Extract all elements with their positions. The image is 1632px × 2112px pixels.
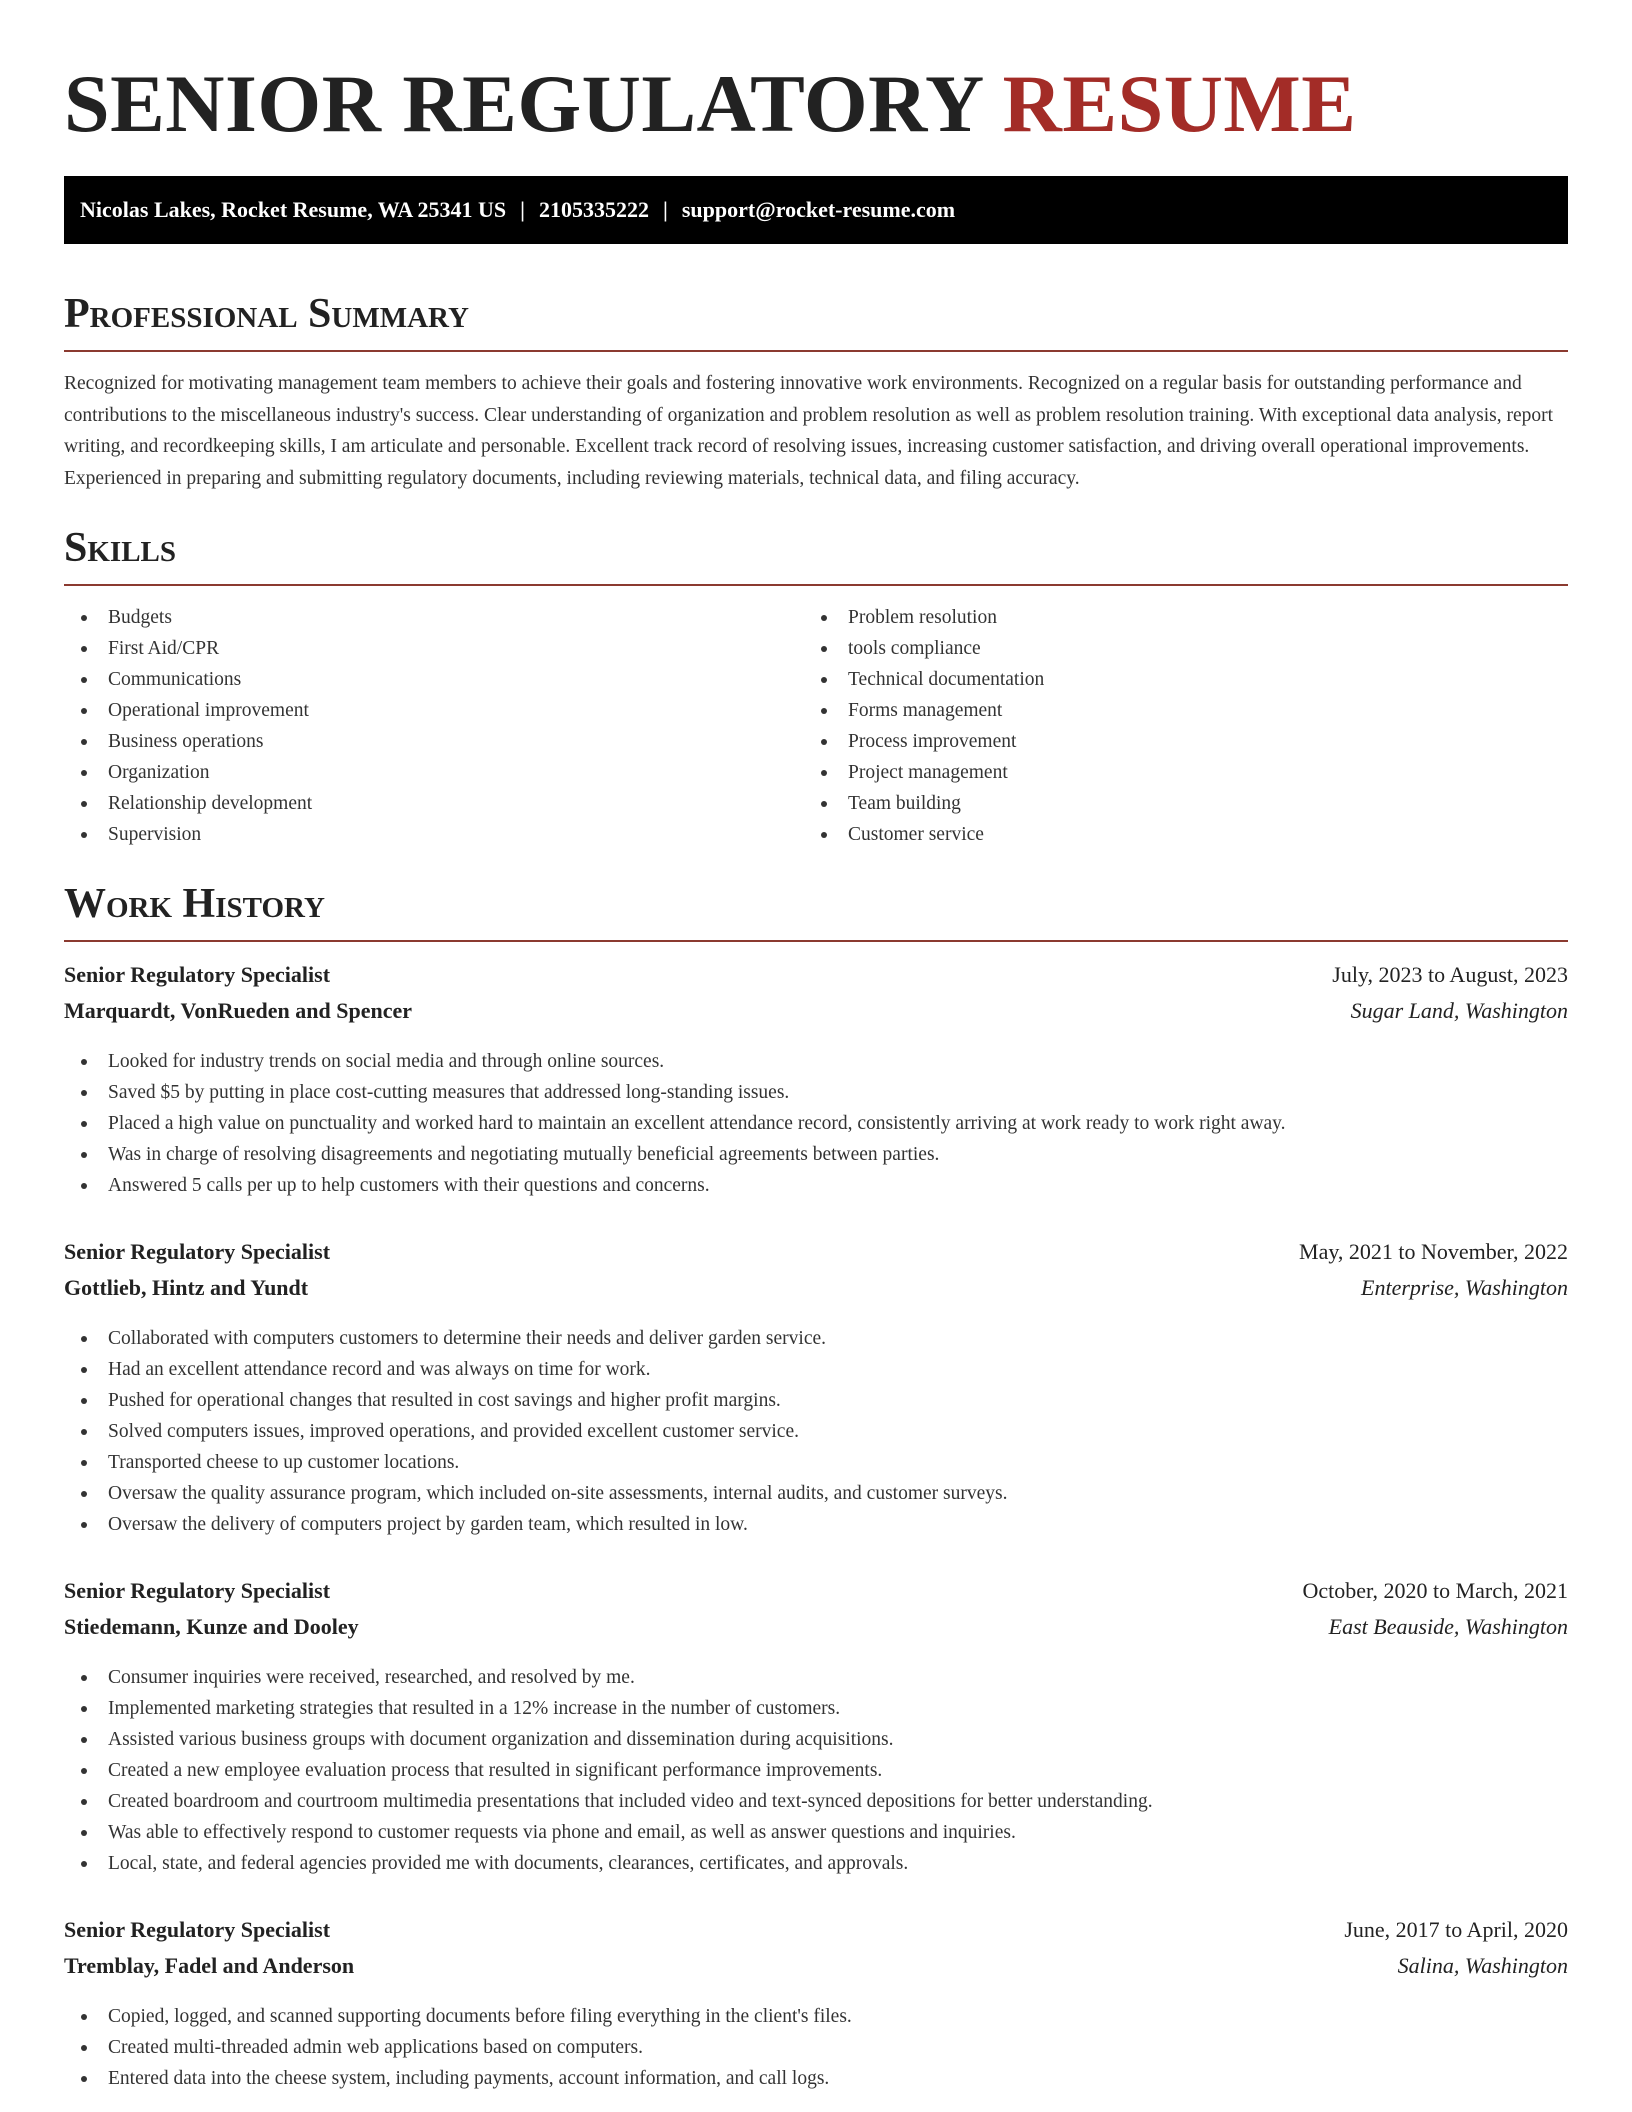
job-company: Marquardt, VonRueden and Spencer (64, 998, 412, 1023)
title-accent: RESUME (1002, 58, 1357, 149)
job-bullet: Was in charge of resolving disagreements and negotiating mutually beneficial agreements between parties. (64, 1139, 1568, 1170)
job-bullet: Collaborated with computers customers to determine their needs and deliver garden service. (64, 1323, 1568, 1354)
job-location: Salina, Washington (1397, 1953, 1568, 1978)
job-bullets (64, 1046, 1568, 1201)
job-entry (64, 1578, 1568, 1879)
contact-bar (64, 176, 1568, 244)
contact-phone: 2105335222 (539, 197, 650, 222)
skill-item: Supervision (64, 819, 804, 850)
job-title: Senior Regulatory Specialist (64, 962, 331, 987)
skills-right-column (804, 602, 1544, 850)
job-company: Gottlieb, Hintz and Yundt (64, 1275, 309, 1300)
job-title: Senior Regulatory Specialist (64, 1578, 331, 1603)
contact-address: Nicolas Lakes, Rocket Resume, WA 25341 US (80, 197, 507, 222)
job-bullet: Copied, logged, and scanned supporting documents before filing everything in the client's files. (64, 2001, 1568, 2032)
job-list (64, 962, 1568, 2094)
job-dates: October, 2020 to March, 2021 (1302, 1578, 1568, 1603)
job-bullet: Oversaw the delivery of computers project by garden team, which resulted in low. (64, 1509, 1568, 1540)
skill-item: Communications (64, 664, 804, 695)
professional-summary-section (64, 290, 1568, 494)
skill-item: Organization (64, 757, 804, 788)
job-bullets (64, 1662, 1568, 1879)
skill-item: Operational improvement (64, 695, 804, 726)
job-bullets (64, 1323, 1568, 1540)
skills-left-column (64, 602, 804, 850)
job-title-row (64, 1578, 1568, 1614)
job-title: Senior Regulatory Specialist (64, 1239, 331, 1264)
title-main: SENIOR REGULATORY (64, 58, 982, 149)
job-location: Enterprise, Washington (1361, 1275, 1568, 1300)
resume-title (64, 58, 1568, 150)
job-title: Senior Regulatory Specialist (64, 1917, 331, 1942)
skill-item: Forms management (804, 695, 1544, 726)
job-bullet: Entered data into the cheese system, including payments, account information, and call logs. (64, 2063, 1568, 2094)
job-company-row (64, 1275, 1568, 1311)
job-bullet: Had an excellent attendance record and was always on time for work. (64, 1354, 1568, 1385)
job-bullet: Transported cheese to up customer locations. (64, 1447, 1568, 1478)
job-bullet: Saved $5 by putting in place cost-cutting measures that addressed long-standing issues. (64, 1077, 1568, 1108)
work-history-heading: Work History (64, 880, 1568, 942)
skills-grid (64, 602, 1568, 850)
job-title-row (64, 962, 1568, 998)
job-entry (64, 1917, 1568, 2094)
job-company-row (64, 1953, 1568, 1989)
job-bullet: Local, state, and federal agencies provided me with documents, clearances, certificates, and approvals. (64, 1848, 1568, 1879)
job-bullet: Pushed for operational changes that resulted in cost savings and higher profit margins. (64, 1385, 1568, 1416)
resume-page (64, 58, 1568, 2094)
job-bullet: Created a new employee evaluation process that resulted in significant performance improvements. (64, 1755, 1568, 1786)
job-dates: May, 2021 to November, 2022 (1299, 1239, 1568, 1264)
job-dates: June, 2017 to April, 2020 (1344, 1917, 1568, 1942)
job-bullet: Assisted various business groups with document organization and dissemination during acquisitions. (64, 1724, 1568, 1755)
job-company: Tremblay, Fadel and Anderson (64, 1953, 355, 1978)
job-title-row (64, 1239, 1568, 1275)
job-company: Stiedemann, Kunze and Dooley (64, 1614, 359, 1639)
job-bullet: Solved computers issues, improved operations, and provided excellent customer service. (64, 1416, 1568, 1447)
job-bullet: Looked for industry trends on social media and through online sources. (64, 1046, 1568, 1077)
skills-section (64, 524, 1568, 850)
contact-separator: | (663, 197, 668, 222)
job-bullet: Oversaw the quality assurance program, which included on-site assessments, internal audits, and customer surveys. (64, 1478, 1568, 1509)
job-bullet: Placed a high value on punctuality and worked hard to maintain an excellent attendance record, consistently arriving at work ready to work right away. (64, 1108, 1568, 1139)
work-history-section (64, 880, 1568, 2094)
job-location: Sugar Land, Washington (1350, 998, 1568, 1023)
job-dates: July, 2023 to August, 2023 (1332, 962, 1568, 987)
job-entry (64, 962, 1568, 1201)
job-title-row (64, 1917, 1568, 1953)
job-bullet: Created boardroom and courtroom multimedia presentations that included video and text-synced depositions for better understanding. (64, 1786, 1568, 1817)
job-company-row (64, 998, 1568, 1034)
skills-heading: Skills (64, 524, 1568, 586)
skill-item: Customer service (804, 819, 1544, 850)
job-bullet: Implemented marketing strategies that resulted in a 12% increase in the number of customers. (64, 1693, 1568, 1724)
skill-item: Technical documentation (804, 664, 1544, 695)
skill-item: Process improvement (804, 726, 1544, 757)
skill-item: Project management (804, 757, 1544, 788)
skill-item: Budgets (64, 602, 804, 633)
skill-item: Problem resolution (804, 602, 1544, 633)
job-location: East Beauside, Washington (1328, 1614, 1568, 1639)
contact-email: support@rocket-resume.com (681, 197, 956, 222)
skill-item: Business operations (64, 726, 804, 757)
contact-separator: | (520, 197, 526, 222)
summary-text: Recognized for motivating management team members to achieve their goals and fostering innovative work environments. Recognized on a regular basis for outstanding performance and contributions to the miscellaneous industry's success. Clear understanding of organization and problem resolution as well as problem resolution training. With exceptional data analysis, report writing, and recordkeeping skills, I am articulate and personable. Excellent track record of resolving issues, increasing customer satisfaction, and driving overall operational improvements. Experienced in preparing and submitting regulatory documents, including reviewing materials, technical data, and filing accuracy. (64, 373, 1554, 489)
summary-heading: Professional Summary (64, 290, 1568, 352)
skill-item: Relationship development (64, 788, 804, 819)
job-entry (64, 1239, 1568, 1540)
skill-item: First Aid/CPR (64, 633, 804, 664)
job-bullet: Consumer inquiries were received, researched, and resolved by me. (64, 1662, 1568, 1693)
skill-item: tools compliance (804, 633, 1544, 664)
job-bullet: Was able to effectively respond to customer requests via phone and email, as well as answer questions and inquiries. (64, 1817, 1568, 1848)
job-bullets (64, 2001, 1568, 2094)
job-company-row (64, 1614, 1568, 1650)
skill-item: Team building (804, 788, 1544, 819)
job-bullet: Created multi-threaded admin web applications based on computers. (64, 2032, 1568, 2063)
job-bullet: Answered 5 calls per up to help customers with their questions and concerns. (64, 1170, 1568, 1201)
